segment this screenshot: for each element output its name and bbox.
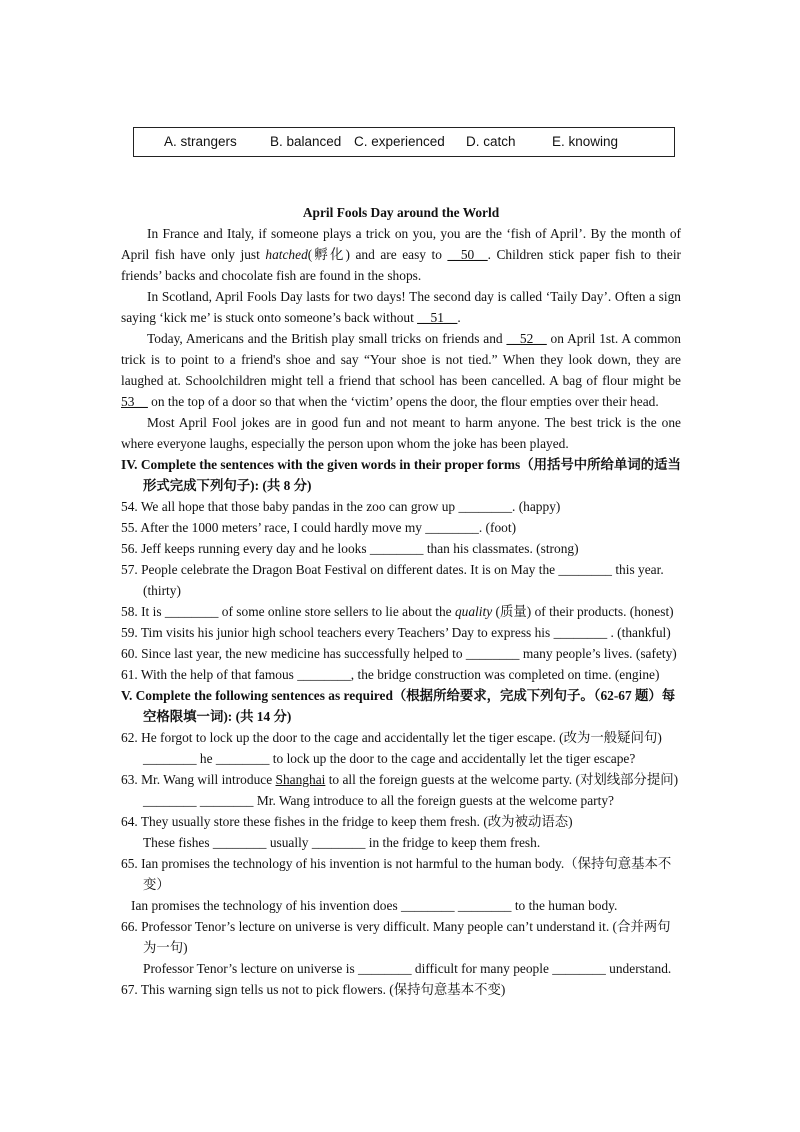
passage-paragraph-1 [121, 223, 681, 286]
question-66: 66. Professor Tenor’s lecture on universe is very difficult. Many people can’t understand it. (合并两句为一句) [121, 919, 671, 955]
text-span: 58. It is ________ of some online store sellers to lie about the [121, 604, 455, 619]
word-bank-box [133, 127, 675, 157]
passage-title: April Fools Day around the World [302, 205, 500, 220]
question-57: 57. People celebrate the Dragon Boat Festival on different dates. It is on May the ________ this year. (thirty) [121, 562, 664, 598]
question-54: 54. We all hope that those baby pandas in the zoo can grow up ________. (happy) [121, 499, 561, 514]
question-67: 67. This warning sign tells us not to pick flowers. (保持句意基本不变) [121, 982, 506, 997]
question-59: 59. Tim visits his junior high school teachers every Teachers’ Day to express his ________ . (thankful) [121, 625, 671, 640]
blank-52: __52__ [506, 331, 547, 346]
blank-53: 53__ [121, 394, 148, 409]
question-65: 65. Ian promises the technology of his invention is not harmful to the human body.（保持句意基本不变） [121, 856, 672, 892]
question-62: 62. He forgot to lock up the door to the cage and accidentally let the tiger escape. (改为一般疑问句) [121, 730, 662, 745]
text-span: In France and Italy, if someone plays a trick on you, you are the ‘fish of April’. By the month of April fish have only just [121, 226, 681, 262]
word-option-d: D. catch [466, 134, 516, 149]
word-option-b: B. balanced [270, 134, 342, 149]
passage-paragraph-2 [121, 286, 681, 328]
blank-50: __50__ [447, 247, 488, 262]
text-span: . Children stick paper fish to their friends’ backs and chocolate fish are found in the shops. [121, 247, 681, 283]
question-60: 60. Since last year, the new medicine has successfully helped to ________ many people’s lives. (safety) [121, 646, 677, 661]
text-span: . [457, 310, 461, 325]
passage-paragraph-3 [121, 328, 681, 412]
blank-51: __51__ [417, 310, 458, 325]
underlined-word: Shanghai [275, 772, 326, 787]
text-span: to all the foreign guests at the welcome party. (对划线部分提问) [325, 772, 679, 787]
question-58 [121, 601, 681, 622]
section-4-heading: IV. Complete the sentences with the given words in their proper forms（用括号中所给单词的适当形式完成下列句子): (共 8 分) [121, 457, 681, 493]
text-span: In Scotland, April Fools Day lasts for two days! The second day is called ‘Taily Day’. Often a sign saying ‘kick me’ is stuck onto someone’s back without [121, 289, 681, 325]
italic-word: quality [454, 604, 493, 619]
text-span: Today, Americans and the British play small tricks on friends and [147, 331, 507, 346]
italic-word: hatched [265, 247, 308, 262]
question-61: 61. With the help of that famous ________, the bridge construction was completed on time. (engine) [121, 667, 660, 682]
text-span: on the top of a door so that when the ‘victim’ opens the door, the flour empties over their head. [147, 394, 659, 409]
word-option-e: E. knowing [552, 134, 619, 149]
text-span: 63. Mr. Wang will introduce [121, 772, 276, 787]
question-56: 56. Jeff keeps running every day and he looks ________ than his classmates. (strong) [121, 541, 579, 556]
question-63 [121, 769, 681, 790]
question-64-answer-line: These fishes ________ usually ________ in the fridge to keep them fresh. [143, 835, 541, 850]
word-option-a: A. strangers [164, 134, 237, 149]
text-span: on April 1st. A common trick is to point to a friend's shoe and say “Your shoe is not tied.” When they look down, they are laughed at. Schoolchildren might tell a friend that school has been cancelled. A bag of flour might be [121, 331, 682, 388]
question-63-answer-line: ________ ________ Mr. Wang introduce to all the foreign guests at the welcome party? [143, 793, 614, 808]
section-5-heading: V. Complete the following sentences as required（根据所给要求，完成下列句子。（62-67 题）每空格限填一词): (共 14 分) [121, 688, 676, 724]
word-option-c: C. experienced [354, 134, 445, 149]
text-span: (孵化) and are easy to [307, 247, 448, 262]
question-62-answer-line: ________ he ________ to lock up the door to the cage and accidentally let the tiger escape? [143, 751, 636, 766]
passage-paragraph-4: Most April Fool jokes are in good fun and not meant to harm anyone. The best trick is the one where everyone laughs, especially the person upon whom the joke has been played. [121, 415, 681, 451]
question-55: 55. After the 1000 meters’ race, I could hardly move my ________. (foot) [121, 520, 517, 535]
question-65-answer-line: Ian promises the technology of his invention does ________ ________ to the human body. [131, 898, 618, 913]
question-66-answer-line: Professor Tenor’s lecture on universe is ________ difficult for many people ________ understand. [143, 961, 672, 976]
question-64: 64. They usually store these fishes in the fridge to keep them fresh. (改为被动语态) [121, 814, 573, 829]
worksheet-content [121, 202, 681, 1000]
text-span: (质量) of their products. (honest) [492, 604, 674, 619]
